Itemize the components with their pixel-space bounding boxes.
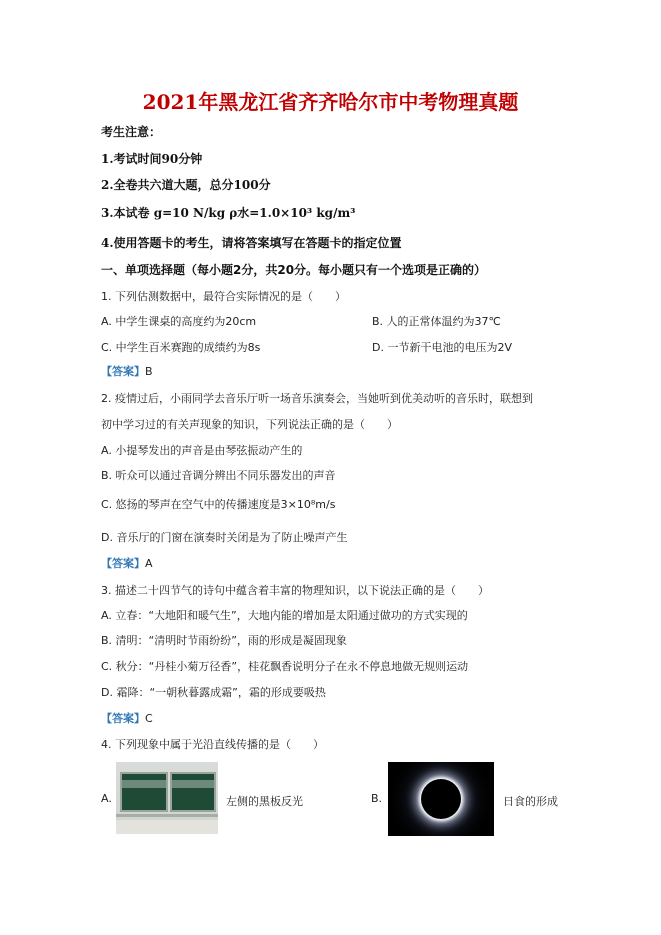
- answer-value: C: [145, 712, 153, 725]
- answer-value: A: [145, 557, 153, 570]
- question-2-option-c: C. 悠扬的琴声在空气中的传播速度是3×10⁸m/s: [101, 498, 336, 511]
- question-3-option-b: B. 清明：“清明时节雨纷纷”，雨的形成是凝固现象: [101, 634, 347, 647]
- question-2-option-a: A. 小提琴发出的声音是由琴弦振动产生的: [101, 444, 303, 457]
- notice-heading: 考生注意：: [101, 125, 162, 139]
- question-2-stem-line1: 2. 疫情过后，小雨同学去音乐厅听一场音乐演奏会，当她听到优美动听的音乐时，联想到: [101, 392, 533, 405]
- page-title: 2021年黑龙江省齐齐哈尔市中考物理真题: [142, 90, 519, 114]
- section-heading: 一、单项选择题（每小题2分，共20分。每小题只有一个选项是正确的）: [101, 263, 487, 277]
- question-1-option-b: B. 人的正常体温约为37℃: [372, 315, 501, 328]
- question-2-option-d: D. 音乐厅的门窗在演奏时关闭是为了防止噪声产生: [101, 531, 348, 544]
- question-1-answer: [101, 363, 153, 379]
- chalk-ledge: [116, 814, 218, 817]
- question-3-option-a: A. 立春：“大地阳和暖气生”，大地内能的增加是太阳通过做功的方式实现的: [101, 609, 468, 622]
- blackboard-photo: [116, 762, 218, 834]
- notice-item-3: 3.本试卷 g=10 N/kg ρ水=1.0×10³ kg/m³: [101, 206, 356, 220]
- notice-item-2: 2.全卷共六道大题，总分100分: [101, 178, 271, 192]
- question-1-option-d: D. 一节新干电池的电压为2V: [372, 341, 512, 354]
- notice-item-1: 1.考试时间90分钟: [101, 152, 203, 166]
- notice-item-4: 4.使用答题卡的考生，请将答案填写在答题卡的指定位置: [101, 236, 402, 250]
- blackboard-right: [170, 772, 216, 812]
- question-1-option-c: C. 中学生百米赛跑的成绩约为8s: [101, 341, 261, 354]
- question-2-option-b: B. 听众可以通过音调分辨出不同乐器发出的声音: [101, 469, 336, 482]
- question-2-stem-line2: 初中学习过的有关声现象的知识，下列说法正确的是（ ）: [101, 418, 398, 431]
- answer-tag: 【答案】: [101, 365, 145, 378]
- question-2-answer: [101, 555, 153, 571]
- question-4-option-a-letter: A.: [101, 792, 112, 805]
- wall-lower: [116, 820, 218, 834]
- question-4-option-b-text: 日食的形成: [503, 795, 558, 808]
- question-4-option-b-letter: B.: [371, 792, 383, 805]
- question-3-stem: 3. 描述二十四节气的诗句中蕴含着丰富的物理知识，以下说法正确的是（ ）: [101, 584, 489, 597]
- question-3-option-c: C. 秋分：“丹桂小菊万径香”，桂花飘香说明分子在永不停息地做无规则运动: [101, 660, 469, 673]
- question-4-option-a-text: 左侧的黑板反光: [226, 795, 303, 808]
- question-1-stem: 1. 下列估测数据中，最符合实际情况的是（ ）: [101, 290, 346, 303]
- answer-value: B: [145, 365, 153, 378]
- eclipse-corona: [421, 779, 461, 819]
- question-4-stem: 4. 下列现象中属于光沿直线传播的是（ ）: [101, 738, 324, 751]
- blackboard-left: [120, 772, 168, 812]
- question-1-option-a: A. 中学生课桌的高度约为20cm: [101, 315, 257, 328]
- question-3-option-d: D. 霜降：“一朝秋暮露成霜”，霜的形成要吸热: [101, 686, 326, 699]
- answer-tag: 【答案】: [101, 557, 145, 570]
- answer-tag: 【答案】: [101, 712, 145, 725]
- solar-eclipse-photo: [388, 762, 494, 836]
- question-3-answer: [101, 710, 153, 726]
